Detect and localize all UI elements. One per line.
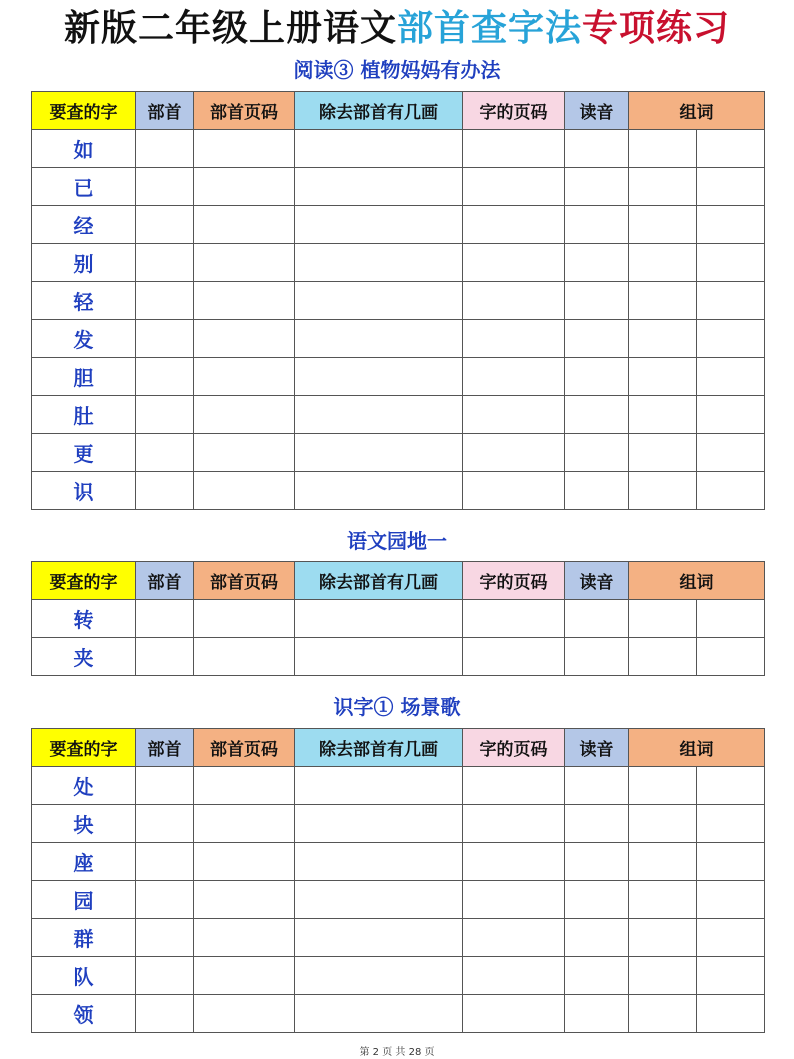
radical-cell[interactable] <box>136 396 194 434</box>
char-page-cell[interactable] <box>463 244 565 282</box>
header-remaining-strokes: 除去部首有几画 <box>295 729 463 767</box>
header-radical: 部首 <box>136 92 194 130</box>
radical-page-cell[interactable] <box>194 600 295 638</box>
char-page-cell[interactable] <box>463 843 565 881</box>
radical-page-cell[interactable] <box>194 358 295 396</box>
char-page-cell[interactable] <box>463 600 565 638</box>
word-cell-1[interactable] <box>629 843 697 881</box>
radical-cell[interactable] <box>136 600 194 638</box>
radical-cell[interactable] <box>136 957 194 995</box>
remaining-strokes-cell[interactable] <box>295 843 463 881</box>
radical-page-cell[interactable] <box>194 130 295 168</box>
remaining-strokes-cell[interactable] <box>295 358 463 396</box>
word-cell-2[interactable] <box>697 957 765 995</box>
radical-cell[interactable] <box>136 767 194 805</box>
reading-cell[interactable] <box>565 472 629 510</box>
radical-page-cell[interactable] <box>194 472 295 510</box>
char-page-cell[interactable] <box>463 472 565 510</box>
word-cell-2[interactable] <box>697 767 765 805</box>
lookup-table-3 <box>31 728 765 1033</box>
title-part-method: 部首查字法 <box>396 7 582 49</box>
radical-cell[interactable] <box>136 282 194 320</box>
remaining-strokes-cell[interactable] <box>295 130 463 168</box>
header-char-page: 字的页码 <box>463 729 565 767</box>
header-char-page: 字的页码 <box>463 562 565 600</box>
char-cell: 别 <box>32 244 136 282</box>
radical-cell[interactable] <box>136 206 194 244</box>
word-cell-2[interactable] <box>697 805 765 843</box>
table-row <box>32 282 765 320</box>
radical-page-cell[interactable] <box>194 396 295 434</box>
header-reading: 读音 <box>565 729 629 767</box>
reading-cell[interactable] <box>565 919 629 957</box>
char-cell: 发 <box>32 320 136 358</box>
word-cell-1[interactable] <box>629 805 697 843</box>
word-cell-1[interactable] <box>629 206 697 244</box>
char-page-cell[interactable] <box>463 206 565 244</box>
radical-cell[interactable] <box>136 130 194 168</box>
remaining-strokes-cell[interactable] <box>295 472 463 510</box>
char-cell: 经 <box>32 206 136 244</box>
radical-page-cell[interactable] <box>194 995 295 1033</box>
reading-cell[interactable] <box>565 358 629 396</box>
header-char: 要查的字 <box>32 562 136 600</box>
radical-page-cell[interactable] <box>194 957 295 995</box>
radical-cell[interactable] <box>136 638 194 676</box>
remaining-strokes-cell[interactable] <box>295 396 463 434</box>
char-cell: 转 <box>32 600 136 638</box>
char-cell: 肚 <box>32 396 136 434</box>
radical-cell[interactable] <box>136 919 194 957</box>
word-cell-2[interactable] <box>697 244 765 282</box>
header-radical-page: 部首页码 <box>194 729 295 767</box>
header-radical: 部首 <box>136 729 194 767</box>
table-row <box>32 434 765 472</box>
radical-page-cell[interactable] <box>194 767 295 805</box>
char-cell: 胆 <box>32 358 136 396</box>
table-row <box>32 320 765 358</box>
word-cell-2[interactable] <box>697 434 765 472</box>
word-cell-2[interactable] <box>697 396 765 434</box>
section-title-1: 阅读③ 植物妈妈有办法 <box>293 58 501 82</box>
table-row <box>32 919 765 957</box>
word-cell-2[interactable] <box>697 358 765 396</box>
radical-cell[interactable] <box>136 244 194 282</box>
header-char: 要查的字 <box>32 729 136 767</box>
table-row <box>32 843 765 881</box>
radical-cell[interactable] <box>136 320 194 358</box>
remaining-strokes-cell[interactable] <box>295 282 463 320</box>
word-cell-2[interactable] <box>697 206 765 244</box>
header-radical-page: 部首页码 <box>194 562 295 600</box>
word-cell-2[interactable] <box>697 320 765 358</box>
word-cell-1[interactable] <box>629 919 697 957</box>
char-page-cell[interactable] <box>463 919 565 957</box>
char-page-cell[interactable] <box>463 805 565 843</box>
remaining-strokes-cell[interactable] <box>295 206 463 244</box>
word-cell-1[interactable] <box>629 957 697 995</box>
char-cell: 园 <box>32 881 136 919</box>
char-cell: 如 <box>32 130 136 168</box>
radical-page-cell[interactable] <box>194 206 295 244</box>
remaining-strokes-cell[interactable] <box>295 244 463 282</box>
word-cell-2[interactable] <box>697 638 765 676</box>
char-page-cell[interactable] <box>463 434 565 472</box>
word-cell-2[interactable] <box>697 919 765 957</box>
char-page-cell[interactable] <box>463 957 565 995</box>
reading-cell[interactable] <box>565 881 629 919</box>
word-cell-2[interactable] <box>697 843 765 881</box>
page-footer: 第 2 页 共 28 页 <box>359 1047 435 1058</box>
reading-cell[interactable] <box>565 396 629 434</box>
lookup-table-1 <box>31 91 765 510</box>
word-cell-1[interactable] <box>629 881 697 919</box>
table-row <box>32 600 765 638</box>
radical-page-cell[interactable] <box>194 282 295 320</box>
radical-page-cell[interactable] <box>194 638 295 676</box>
reading-cell[interactable] <box>565 638 629 676</box>
remaining-strokes-cell[interactable] <box>295 767 463 805</box>
section-title-3: 识字① 场景歌 <box>333 695 461 719</box>
radical-page-cell[interactable] <box>194 434 295 472</box>
lookup-table-2 <box>31 561 765 676</box>
radical-cell[interactable] <box>136 434 194 472</box>
char-cell: 座 <box>32 843 136 881</box>
radical-page-cell[interactable] <box>194 843 295 881</box>
table-row <box>32 168 765 206</box>
char-page-cell[interactable] <box>463 881 565 919</box>
char-page-cell[interactable] <box>463 995 565 1033</box>
remaining-strokes-cell[interactable] <box>295 957 463 995</box>
word-cell-1[interactable] <box>629 995 697 1033</box>
word-cell-2[interactable] <box>697 282 765 320</box>
word-cell-1[interactable] <box>629 638 697 676</box>
table-row <box>32 881 765 919</box>
radical-cell[interactable] <box>136 358 194 396</box>
table-row <box>32 206 765 244</box>
table-row <box>32 805 765 843</box>
word-cell-2[interactable] <box>697 995 765 1033</box>
radical-cell[interactable] <box>136 995 194 1033</box>
word-cell-2[interactable] <box>697 881 765 919</box>
radical-cell[interactable] <box>136 168 194 206</box>
remaining-strokes-cell[interactable] <box>295 434 463 472</box>
reading-cell[interactable] <box>565 244 629 282</box>
radical-cell[interactable] <box>136 805 194 843</box>
table-row <box>32 130 765 168</box>
char-cell: 群 <box>32 919 136 957</box>
remaining-strokes-cell[interactable] <box>295 168 463 206</box>
char-cell: 已 <box>32 168 136 206</box>
word-cell-2[interactable] <box>697 130 765 168</box>
radical-page-cell[interactable] <box>194 881 295 919</box>
char-page-cell[interactable] <box>463 168 565 206</box>
radical-page-cell[interactable] <box>194 168 295 206</box>
page-title <box>0 6 794 50</box>
radical-page-cell[interactable] <box>194 244 295 282</box>
header-char-page: 字的页码 <box>463 92 565 130</box>
radical-page-cell[interactable] <box>194 919 295 957</box>
table-row <box>32 244 765 282</box>
reading-cell[interactable] <box>565 130 629 168</box>
header-remaining-strokes: 除去部首有几画 <box>295 562 463 600</box>
reading-cell[interactable] <box>565 206 629 244</box>
char-page-cell[interactable] <box>463 638 565 676</box>
header-reading: 读音 <box>565 562 629 600</box>
char-cell: 更 <box>32 434 136 472</box>
word-cell-1[interactable] <box>629 472 697 510</box>
header-words: 组词 <box>629 92 765 130</box>
char-page-cell[interactable] <box>463 396 565 434</box>
char-cell: 轻 <box>32 282 136 320</box>
word-cell-1[interactable] <box>629 320 697 358</box>
char-cell: 领 <box>32 995 136 1033</box>
remaining-strokes-cell[interactable] <box>295 995 463 1033</box>
table-row <box>32 638 765 676</box>
word-cell-1[interactable] <box>629 767 697 805</box>
reading-cell[interactable] <box>565 805 629 843</box>
table-row <box>32 396 765 434</box>
word-cell-1[interactable] <box>629 168 697 206</box>
table-header-row <box>32 92 765 130</box>
header-remaining-strokes: 除去部首有几画 <box>295 92 463 130</box>
word-cell-1[interactable] <box>629 358 697 396</box>
word-cell-2[interactable] <box>697 168 765 206</box>
word-cell-1[interactable] <box>629 130 697 168</box>
table-row <box>32 472 765 510</box>
reading-cell[interactable] <box>565 767 629 805</box>
reading-cell[interactable] <box>565 957 629 995</box>
remaining-strokes-cell[interactable] <box>295 919 463 957</box>
reading-cell[interactable] <box>565 282 629 320</box>
word-cell-2[interactable] <box>697 600 765 638</box>
char-cell: 夹 <box>32 638 136 676</box>
char-cell: 队 <box>32 957 136 995</box>
radical-cell[interactable] <box>136 881 194 919</box>
char-cell: 块 <box>32 805 136 843</box>
char-page-cell[interactable] <box>463 320 565 358</box>
char-page-cell[interactable] <box>463 130 565 168</box>
section-title-2: 语文园地一 <box>347 529 447 553</box>
radical-page-cell[interactable] <box>194 320 295 358</box>
radical-page-cell[interactable] <box>194 805 295 843</box>
char-page-cell[interactable] <box>463 358 565 396</box>
header-char: 要查的字 <box>32 92 136 130</box>
word-cell-1[interactable] <box>629 244 697 282</box>
char-cell: 识 <box>32 472 136 510</box>
table-header-row <box>32 729 765 767</box>
word-cell-2[interactable] <box>697 472 765 510</box>
reading-cell[interactable] <box>565 320 629 358</box>
remaining-strokes-cell[interactable] <box>295 881 463 919</box>
table-row <box>32 995 765 1033</box>
char-page-cell[interactable] <box>463 767 565 805</box>
word-cell-1[interactable] <box>629 396 697 434</box>
reading-cell[interactable] <box>565 600 629 638</box>
header-words: 组词 <box>629 562 765 600</box>
remaining-strokes-cell[interactable] <box>295 805 463 843</box>
reading-cell[interactable] <box>565 995 629 1033</box>
radical-cell[interactable] <box>136 843 194 881</box>
table-header-row <box>32 562 765 600</box>
word-cell-1[interactable] <box>629 434 697 472</box>
title-part-grade: 新版二年级上册语文 <box>63 7 397 49</box>
word-cell-1[interactable] <box>629 282 697 320</box>
radical-cell[interactable] <box>136 472 194 510</box>
remaining-strokes-cell[interactable] <box>295 638 463 676</box>
remaining-strokes-cell[interactable] <box>295 320 463 358</box>
remaining-strokes-cell[interactable] <box>295 600 463 638</box>
table-row <box>32 957 765 995</box>
reading-cell[interactable] <box>565 434 629 472</box>
header-reading: 读音 <box>565 92 629 130</box>
header-radical-page: 部首页码 <box>194 92 295 130</box>
word-cell-1[interactable] <box>629 600 697 638</box>
header-words: 组词 <box>629 729 765 767</box>
char-cell: 处 <box>32 767 136 805</box>
title-part-practice: 专项练习 <box>582 7 731 49</box>
table-row <box>32 358 765 396</box>
char-page-cell[interactable] <box>463 282 565 320</box>
reading-cell[interactable] <box>565 168 629 206</box>
reading-cell[interactable] <box>565 843 629 881</box>
table-row <box>32 767 765 805</box>
header-radical: 部首 <box>136 562 194 600</box>
